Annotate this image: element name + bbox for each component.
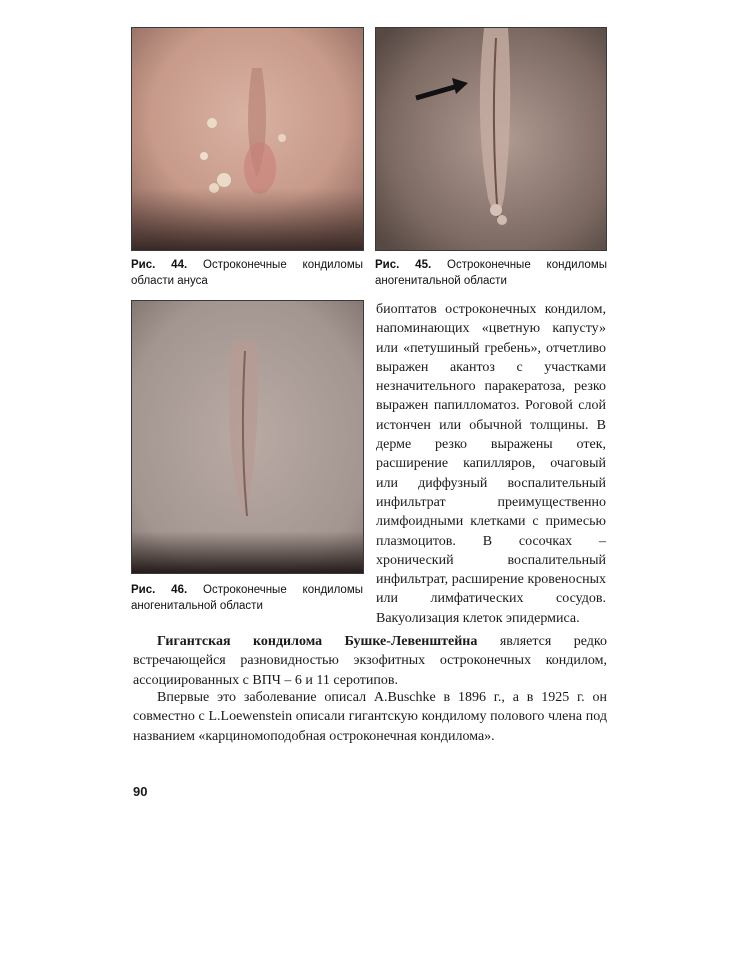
figure-44-label: Рис. 44. bbox=[131, 259, 188, 271]
bold-term: Гигантская кондилома Бушке-Левенштейна bbox=[157, 634, 478, 649]
paragraph-history bbox=[133, 688, 607, 746]
side-column-text: биоптатов остроконечных кондилом, напоминающих «цветную капусту» или «петушиный гребень», отчетливо выражен акантоз с участками незначительного паракератоза, резко выражен папилломатоз. Роговой слой истончен или обычной толщины. В дерме резко выражены отек, расширение капилляров, очаговый или диффузный воспалительный инфильтрат преимущественно лимфоидными клетками с примесью плазмоцитов. В сосочках – хронический воспалительный инфильтрат, расширение кровеносных или лимфатических сосудов. Вакуолизация клеток эпидермиса. bbox=[376, 302, 606, 626]
figure-44-image bbox=[132, 28, 363, 250]
figure-45-photo bbox=[375, 27, 607, 251]
figure-44-photo bbox=[131, 27, 364, 251]
figure-44-caption-text: Остроконечные кондиломы области ануса bbox=[131, 259, 364, 287]
paragraph-giant-condyloma bbox=[133, 632, 607, 690]
figure-44-caption bbox=[131, 257, 363, 289]
figure-46-caption bbox=[131, 582, 363, 614]
figure-46-image bbox=[132, 301, 363, 573]
paragraph-2-text: Впервые это заболевание описал A.Buschke в 1896 г., а в 1925 г. он совместно с L.Loewenstein описали гигантскую кондилому полового члена под названием «карциномоподобная остроконечная кондилома». bbox=[133, 690, 607, 744]
figure-46-caption-text: Остроконечные кондиломы аногенитальной области bbox=[131, 584, 364, 612]
page-number: 90 bbox=[133, 784, 148, 799]
figure-46-label: Рис. 46. bbox=[131, 584, 188, 596]
figure-45-caption-text: Остроконечные кондиломы аногенитальной области bbox=[375, 259, 608, 287]
figure-45-caption bbox=[375, 257, 607, 289]
figure-45-image bbox=[376, 28, 606, 250]
paragraph-1-text: является редко встречающейся разновидностью экзофитных остроконечных кондилом, ассоциированных с ВПЧ – 6 и 11 серотипов. bbox=[133, 634, 607, 688]
figure-45-label: Рис. 45. bbox=[375, 259, 432, 271]
figure-46-photo bbox=[131, 300, 364, 574]
